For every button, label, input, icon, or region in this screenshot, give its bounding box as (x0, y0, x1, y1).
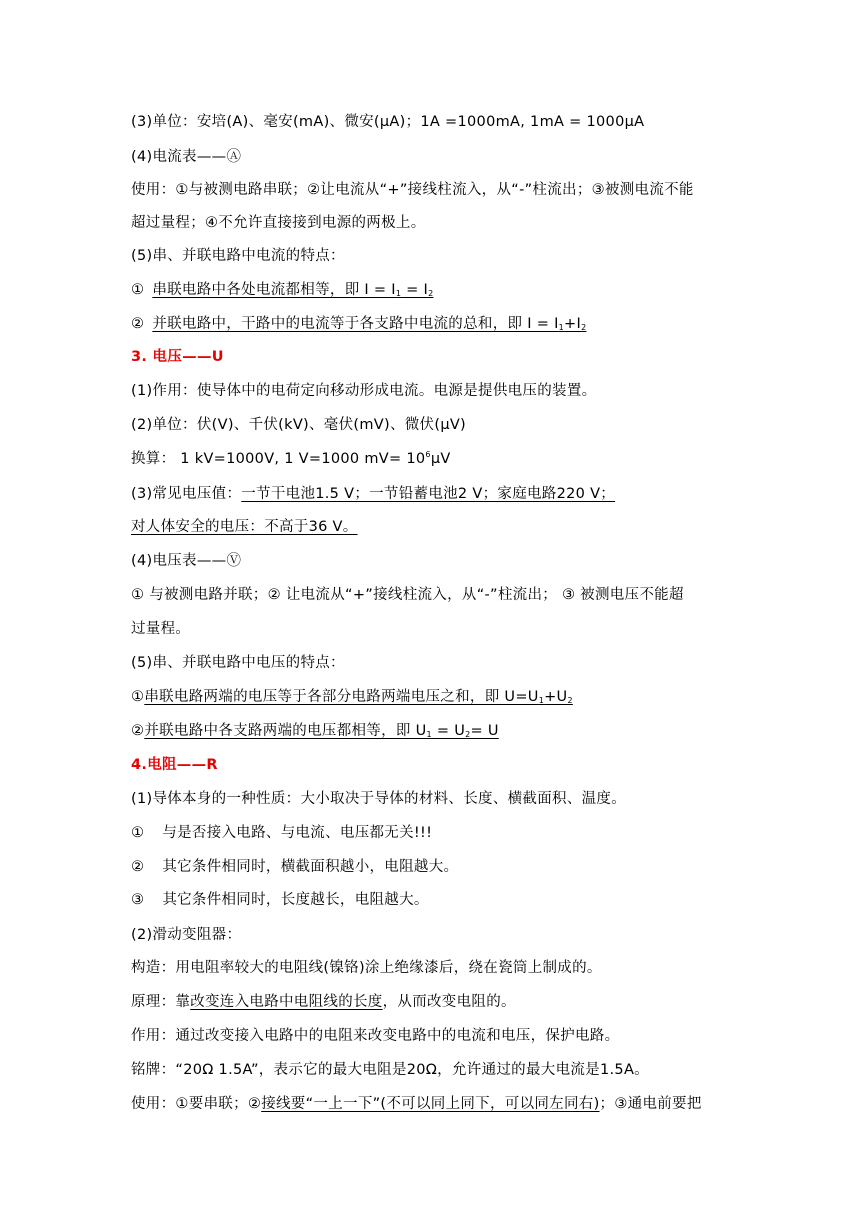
ammeter-usage-line-1: 使用：①与被测电路串联；②让电流从“+”接线柱流入，从“-”柱流出；③被测电流不能 (131, 182, 694, 198)
rheostat-function-line: 作用：通过改变接入电路中的电阻来改变电路中的电流和电压，保护电路。 (131, 1028, 620, 1044)
underlined-text: 改变连入电路中电阻线的长度 (190, 994, 383, 1010)
item-number: ③ (131, 892, 145, 908)
parallel-current-rule (131, 314, 586, 334)
item-number: ① (131, 825, 145, 841)
voltmeter-usage-line-1: ① 与被测电路并联；② 让电流从“+”接线柱流入，从“-”柱流出； ③ 被测电压不能超 (131, 587, 684, 603)
underlined-text: 并联电路中，干路中的电流等于各支路中电流的总和，即 $I = I_1+I_2$ (152, 316, 587, 332)
resistance-point-2: ② 其它条件相同时，横截面积越小，电阻越大。 (131, 859, 459, 875)
item-number: ① (131, 689, 145, 705)
item-number: ② (131, 859, 145, 875)
voltmeter-usage-line-2: 过量程。 (131, 621, 191, 637)
rheostat-structure-line: 构造：用电阻率较大的电阻线(镍铬)涂上绝缘漆后，绕在瓷筒上制成的。 (131, 960, 602, 976)
current-features-title: (5)串、并联电路中电流的特点： (131, 248, 345, 264)
ammeter-title: (4)电流表——Ⓐ (131, 149, 242, 165)
parallel-voltage-rule (131, 721, 499, 741)
rheostat-nameplate-line: 铭牌：“20Ω 1.5A”，表示它的最大电阻是20Ω，允许通过的最大电流是1.5A。 (131, 1062, 649, 1078)
resistance-point-3: ③ 其它条件相同时，长度越长，电阻越大。 (131, 892, 429, 908)
resistance-property-line: (1)导体本身的一种性质：大小取决于导体的材料、长度、横截面积、温度。 (131, 791, 627, 807)
rheostat-title: (2)滑动变阻器： (131, 927, 242, 943)
rheostat-principle-line: 原理：靠改变连入电路中电阻线的长度，从而改变电阻的。 (131, 994, 516, 1010)
common-voltage-line-1: (3)常见电压值：一节干电池1.5 V；一节铅蓄电池2 V；家庭电路220 V； (131, 486, 616, 502)
underlined-text: 一节干电池1.5 V；一节铅蓄电池2 V；家庭电路220 V； (241, 486, 616, 502)
voltage-unit-line: (2)单位：伏(V)、千伏(kV)、毫伏(mV)、微伏(μV) (131, 417, 467, 433)
item-number: ② (131, 723, 145, 739)
voltage-function-line: (1)作用：使导体中的电荷定向移动形成电流。电源是提供电压的装置。 (131, 383, 597, 399)
voltage-conversion-line: 换算： 1 kV=1000V, 1 V=1000 $mV= 10^6\mu V$ (131, 450, 451, 467)
underlined-text: 串联电路两端的电压等于各部分电路两端电压之和，即 $U=U_1+U_2$ (144, 689, 573, 705)
underlined-text: 串联电路中各处电流都相等，即 $I = I_1 = I_2$ (152, 282, 434, 298)
voltage-section-heading: 3. 电压——U (131, 349, 224, 365)
resistance-point-1: ① 与是否接入电路、与电流、电压都无关!!! (131, 825, 433, 841)
voltmeter-title: (4)电压表——Ⓥ (131, 553, 242, 569)
rheostat-usage-line: 使用：①要串联；②接线要“一上一下”(不可以同上同下，可以同左同右)；③通电前要把 (131, 1096, 702, 1112)
item-number: ① (131, 282, 145, 298)
underlined-text: 并联电路中各支路两端的电压都相等，即 $U_1 = U_2= U$ (144, 723, 499, 739)
voltage-features-title: (5)串、并联电路中电压的特点： (131, 655, 345, 671)
common-voltage-line-2: 对人体安全的电压：不高于36 V。 (131, 519, 358, 535)
series-voltage-rule (131, 687, 573, 707)
series-current-rule (131, 280, 433, 300)
underlined-text: 接线要“一上一下”(不可以同上同下，可以同左同右) (261, 1096, 600, 1112)
resistance-section-heading: 4.电阻——R (131, 757, 218, 773)
item-number: ② (131, 316, 145, 332)
unit-current-line: (3)单位：安培(A)、毫安(mA)、微安(μA)；1A =1000mA, 1mA = 1000μA (131, 114, 645, 130)
ammeter-usage-line-2: 超过量程；④不允许直接接到电源的两极上。 (131, 215, 426, 231)
